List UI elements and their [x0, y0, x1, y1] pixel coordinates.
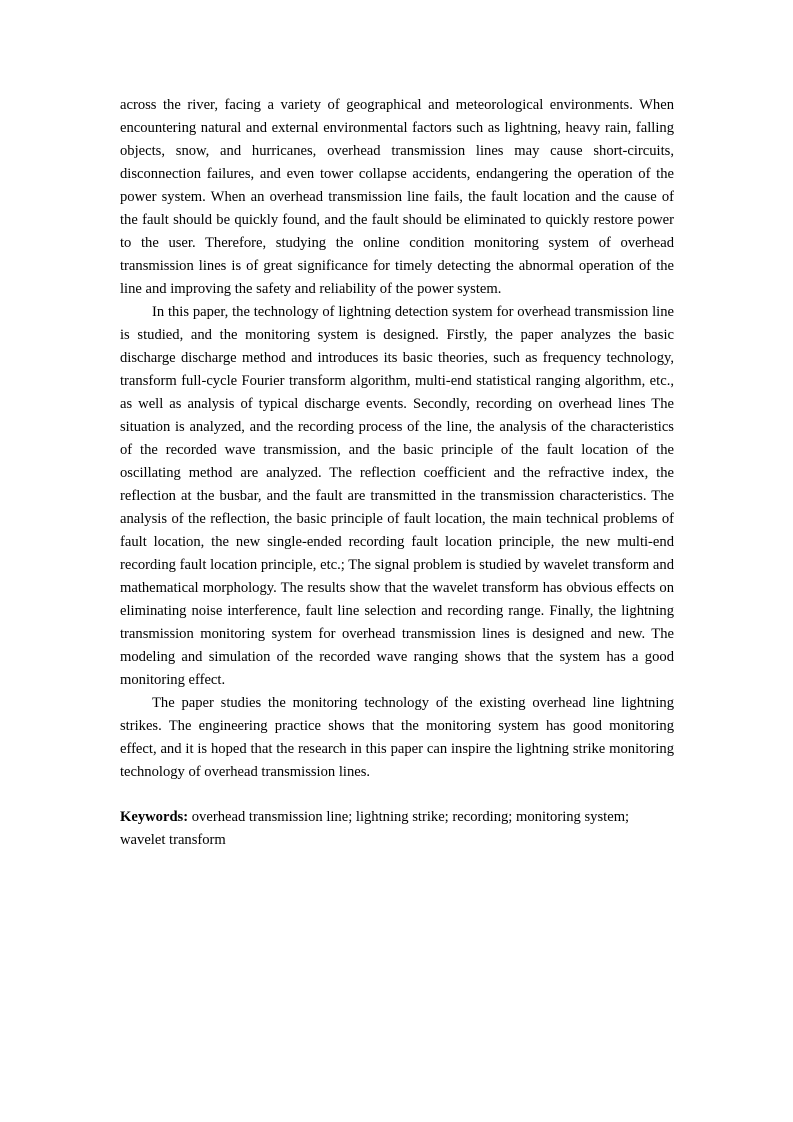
abstract-paragraph-1: across the river, facing a variety of geographical and meteorological environments. When encountering natural and external environmental factors such as lightning, heavy rain, falling objects, snow, and hurricanes, overhead transmission lines may cause short-circuits, disconnection failures, and even tower collapse accidents, endangering the operation of the power system. When an overhead transmission line fails, the fault location and the cause of the fault should be quickly found, and the fault should be eliminated to quickly restore power to the user. Therefore, studying the online condition monitoring system of overhead transmission lines is of great significance for timely detecting the abnormal operation of the line and improving the safety and reliability of the power system. — [120, 97, 674, 297]
abstract-paragraph-3: The paper studies the monitoring technology of the existing overhead line lightning strikes. The engineering practice shows that the monitoring system has good monitoring effect, and it is hoped that the research in this paper can inspire the lightning strike monitoring technology of overhead transmission lines. — [120, 695, 674, 780]
keywords-text: overhead transmission line; lightning strike; recording; monitoring system; wavelet transform — [120, 809, 630, 848]
abstract-page — [120, 94, 674, 852]
keywords-label: Keywords: — [120, 809, 189, 825]
keywords-line — [120, 806, 674, 852]
abstract-paragraph-2: In this paper, the technology of lightning detection system for overhead transmission line is studied, and the monitoring system is designed. Firstly, the paper analyzes the basic discharge discharge method and introduces its basic theories, such as frequency technology, transform full-cycle Fourier transform algorithm, multi-end statistical ranging algorithm, etc., as well as analysis of typical discharge events. Secondly, recording on overhead lines The situation is analyzed, and the recording process of the line, the analysis of the characteristics of the recorded wave transmission, and the basic principle of the fault location of the oscillating method are analyzed. The reflection coefficient and the refractive index, the reflection at the busbar, and the fault are transmitted in the transmission characteristics. The analysis of the reflection, the basic principle of fault location, the main technical problems of fault location, the new single-ended recording fault location principle, the new multi-end recording fault location principle, etc.; The signal problem is studied by wavelet transform and mathematical morphology. The results show that the wavelet transform has obvious effects on eliminating noise interference, fault line selection and recording range. Finally, the lightning transmission monitoring system for overhead transmission lines is designed and new. The modeling and simulation of the recorded wave ranging shows that the system has a good monitoring effect. — [120, 304, 674, 688]
